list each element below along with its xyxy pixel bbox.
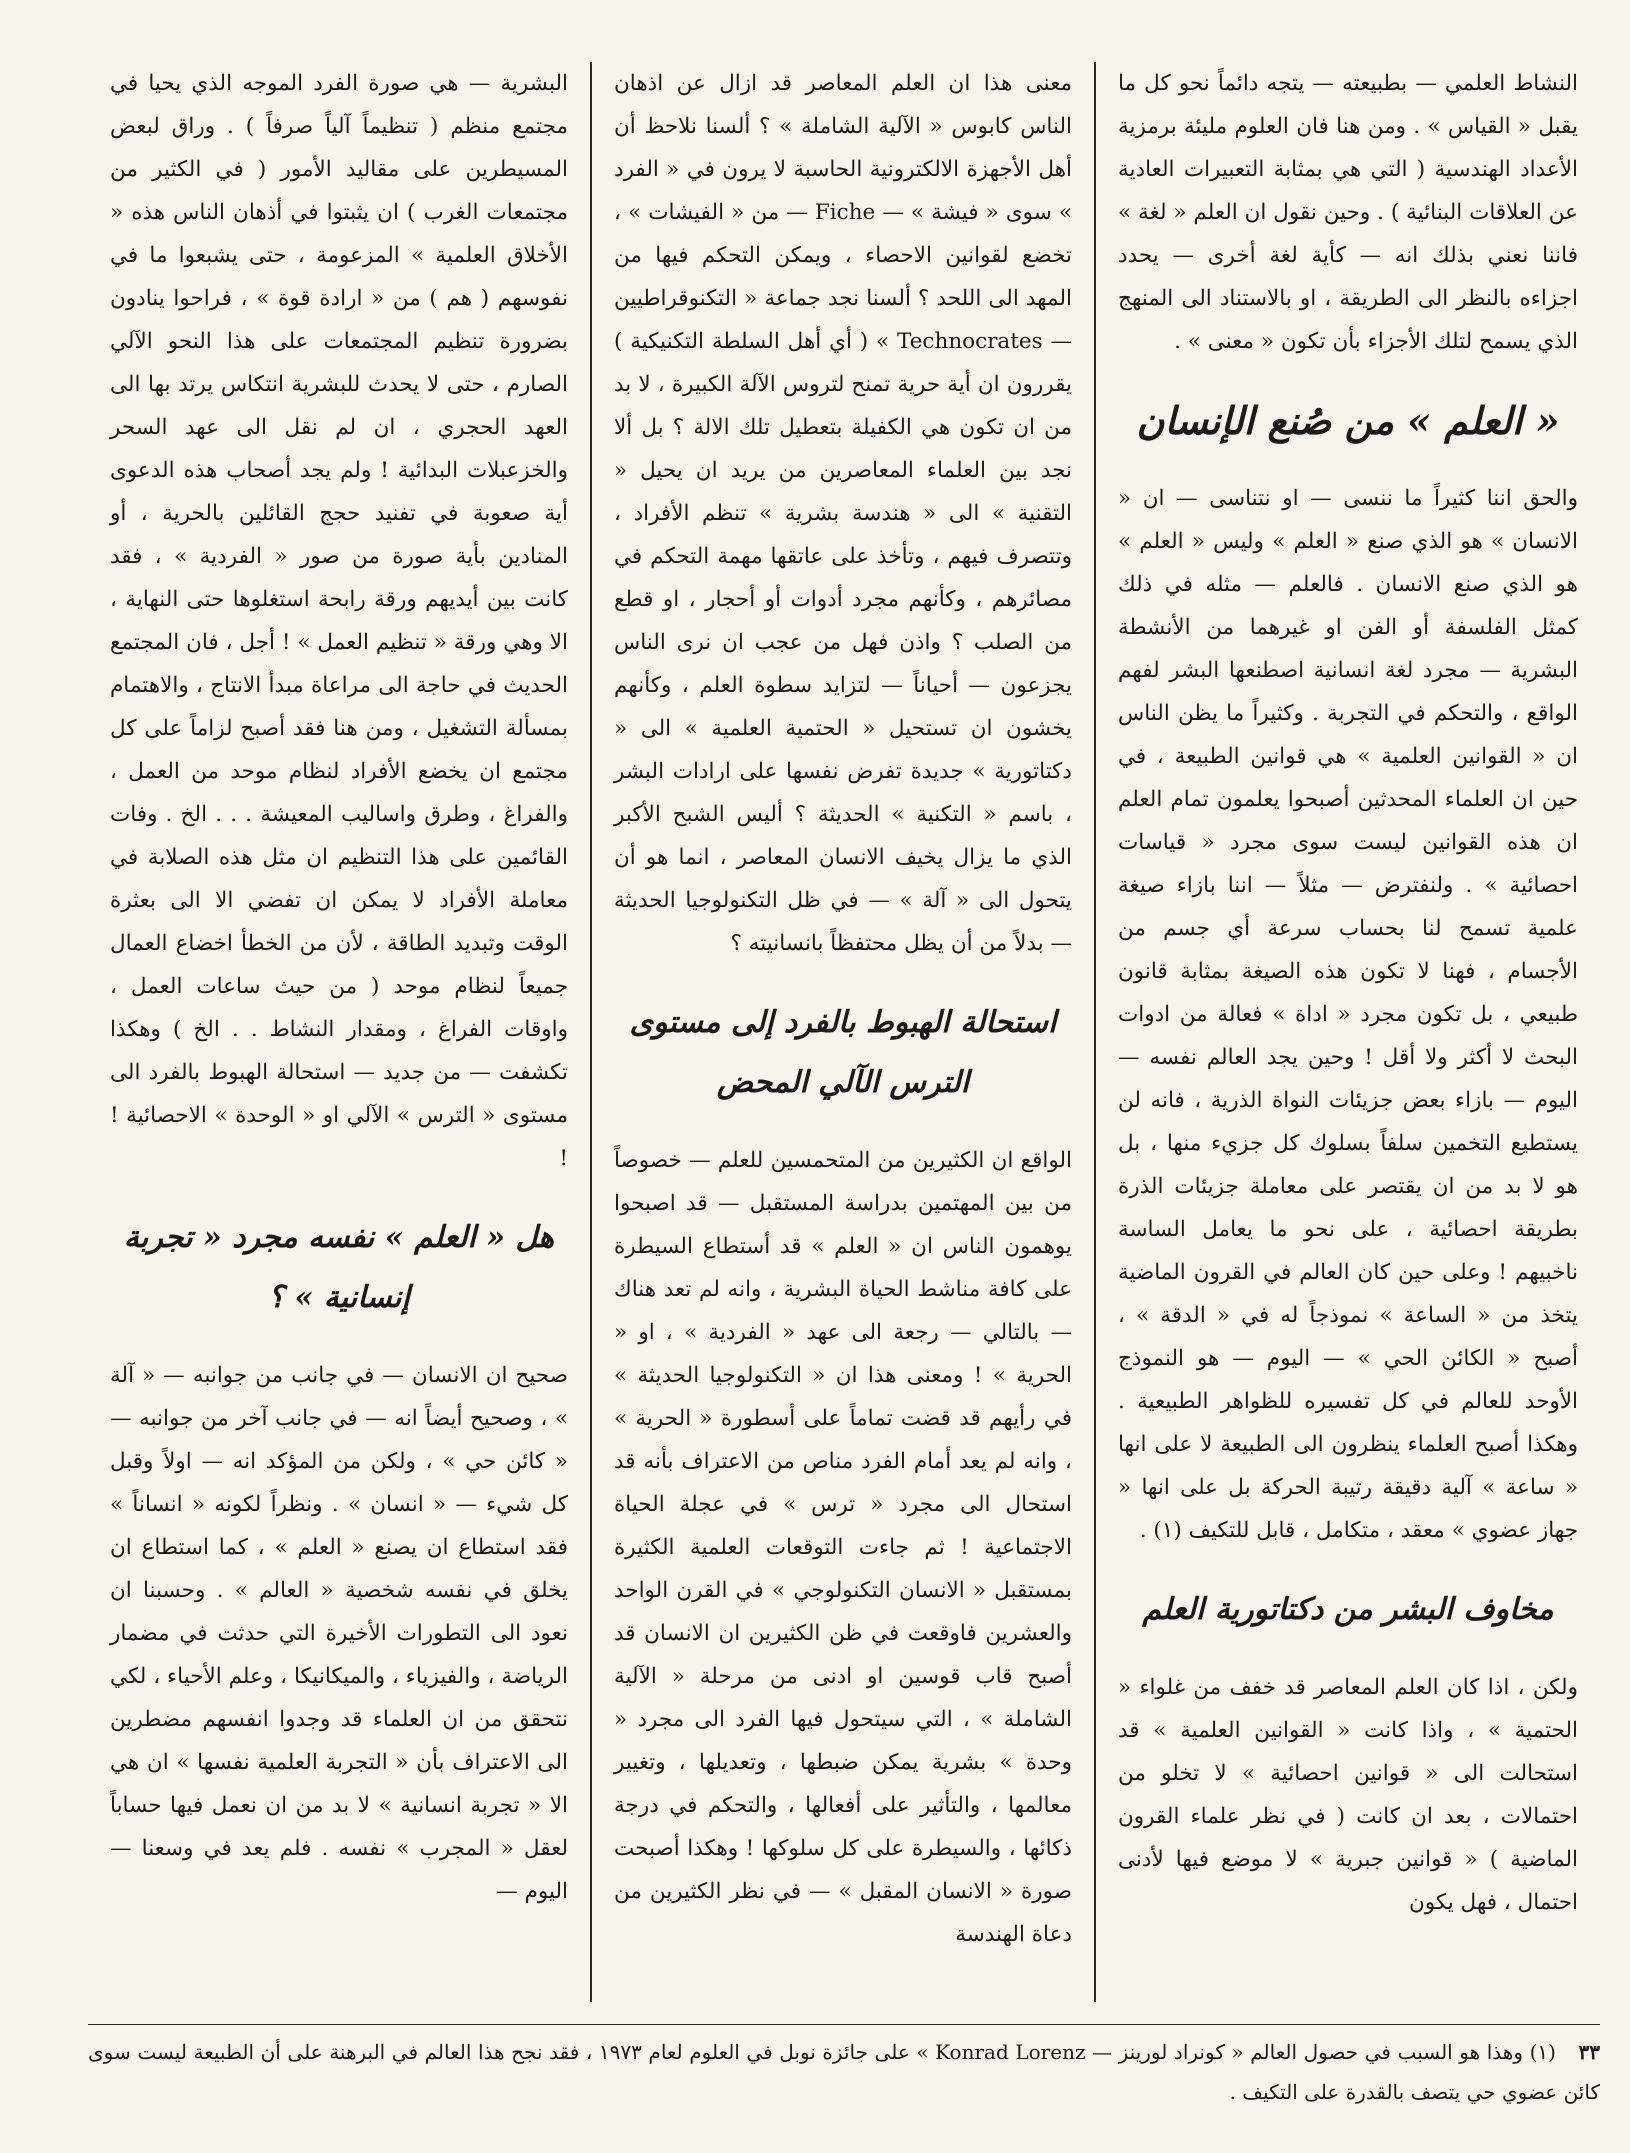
body-paragraph: ولكن ، اذا كان العلم المعاصر قد خفف من غلواء « الحتمية » ، واذا كانت « القوانين العلمية » قد استحالت الى « قوانين احصائية » لا تخلو من احتمالات ، بعد ان كانت ( في نظر علماء القرون الماضية ) « قوانين جبرية » لا موضع فيها لأدنى احتمال ، فهل يكون	[1118, 1675, 1578, 1915]
column-right	[1096, 62, 1600, 2002]
body-paragraph: البشرية — هي صورة الفرد الموجه الذي يحيا في مجتمع منظم ( تنظيماً آلياً صرفاً ) . وراق لبعض المسيطرين على مقاليد الأمور ( في الكثير من مجتمعات الغرب ) ان يثبتوا في أذهان الناس هذه « الأخلاق العلمية » المزعومة ، حتى يشبعوا ما في نفوسهم ( هم ) من « ارادة قوة » ، فراحوا ينادون بضرورة تنظيم المجتمعات على هذا النحو الآلي الصارم ، حتى لا يحدث للبشرية انتكاس يرتد بها الى العهد الحجري ، ان لم نقل الى عهد السحر والخزعبلات البدائية ! ولم يجد أصحاب هذه الدعوى أية صعوبة في تفنيد حجج القائلين بالحرية ، أو المنادين بأية صورة من صور « الفردية » ، فقد كانت بين أيديهم ورقة رابحة استغلوها حتى النهاية ، الا وهي ورقة « تنظيم العمل » ! أجل ، فان المجتمع الحديث في حاجة الى مراعاة مبدأ الانتاج ، والاهتمام بمسألة التشغيل ، ومن هنا فقد أصبح لزاماً على كل مجتمع ان يخضع الأفراد لنظام موحد من العمل ، والفراغ ، وطرق واساليب المعيشة . . . الخ . وفات القائمين على هذا التنظيم ان مثل هذه الصلابة في معاملة الأفراد لا يمكن ان تفضي الا الى بعثرة الوقت وتبديد الطاقة ، لأن من الخطأ اخضاع العمال جميعاً لنظام موحد ( من حيث ساعات العمل ، واوقات الفراغ ، ومقدار النشاط . . الخ ) وهكذا تكشفت — من جديد — استحالة الهبوط بالفرد الى مستوى « الترس » الآلي او « الوحدة » الاحصائية ! !	[110, 71, 568, 1171]
body-paragraph: الواقع ان الكثيرين من المتحمسين للعلم — خصوصاً من بين المهتمين بدراسة المستقبل — قد اصبحوا يوهمون الناس ان « العلم » قد أستطاع السيطرة على كافة مناشط الحياة البشرية ، وانه لم تعد هناك — بالتالي — رجعة الى عهد « الفردية » ، او « الحرية » ! ومعنى هذا ان « التكنولوجيا الحديثة » في رأيهم قد قضت تماماً على أسطورة « الحرية » ، وانه لم يعد أمام الفرد مناص من الاعتراف بأنه قد استحال الى مجرد « ترس » في عجلة الحياة الاجتماعية ! ثم جاءت التوقعات العلمية الكثيرة بمستقبل « الانسان التكنولوجي » في القرن الواحد والعشرين فاوقعت في ظن الكثيرين ان الانسان قد أصبح قاب قوسين او ادنى من مرحلة « الآلية الشاملة » ، التي سيتحول فيها الفرد الى مجرد « وحدة » بشرية يمكن ضبطها ، وتعديلها ، وتغيير معالمها ، والتأثير على أفعالها ، والتحكم في درجة ذكائها ، والسيطرة على كل سلوكها ! وهكذا أصبحت صورة « الانسان المقبل » — في نظر الكثيرين من دعاة الهندسة	[614, 1148, 1072, 1947]
body-paragraph: صحيح ان الانسان — في جانب من جوانبه — « آلة » ، وصحيح أيضاً انه — في جانب آخر من جوانبه — « كائن حي » ، ولكن من المؤكد انه — اولاً وقبل كل شيء — « انسان » . ونظراً لكونه « انساناً » فقد استطاع ان يصنع « العلم » ، كما استطاع ان يخلق في نفسه شخصية « العالم » . وحسبنا ان نعود الى التطورات الأخيرة التي حدثت في مضمار الرياضة ، والفيزياء ، والميكانيكا ، وعلم الأحياء ، لكي نتحقق من ان العلماء قد وجدوا انفسهم مضطرين الى الاعتراف بأن « التجربة العلمية نفسها » ان هي الا « تجربة انسانية » لا بد من ان نعمل فيها حساباً لعقل « المجرب » نفسه . فلم يعد في وسعنا — اليوم —	[110, 1363, 569, 1904]
section-heading: هل « العلم » نفسه مجرد « تجربة إنسانية » ؟	[123, 1220, 555, 1315]
body-paragraph: معنى هذا ان العلم المعاصر قد ازال عن اذهان الناس كابوس « الآلية الشاملة » ؟ ألسنا نلاحظ أن أهل الأجهزة الالكترونية الحاسبة لا يرون في « الفرد » سوى « فيشة » — Fiche — من « الفيشات » ، تخضع لقوانين الاحصاء ، ويمكن التحكم فيها من المهد الى اللحد ؟ ألسنا نجد جماعة « التكنوقراطيين — Technocrates » ( أي أهل السلطة التكنيكية ) يقررون ان أية حرية تمنح لتروس الآلة الكبيرة ، لا بد من ان تكون هي الكفيلة بتعطيل تلك الالة ؟ بل ألا نجد بين العلماء المعاصرين من يريد ان يحيل « التقنية » الى « هندسة بشرية » تنظم الأفراد ، وتتصرف فيهم ، وتأخذ على عاتقها مهمة التحكم في مصائرهم ، وكأنهم مجرد أدوات أو أحجار ، او قطع من الصلب ؟ واذن فهل من عجب ان نرى الناس يجزعون — أحياناً — لتزايد سطوة العلم ، وكأنهم يخشون ان تستحيل « الحتمية العلمية » الى « دكتاتورية » جديدة تفرض نفسها على ارادات البشر ، باسم « التكنية » الحديثة ؟ أليس الشبح الأكبر الذي ما يزال يخيف الانسان المعاصر ، انما هو أن يتحول الى « آلة » — في ظل التكنولوجيا الحديثة — بدلاً من أن يظل محتفظاً بانسانيته ؟	[614, 71, 1073, 956]
section-heading: « العلم » من صُنع الإنسان	[1136, 398, 1560, 443]
body-paragraph: والحق اننا كثيراً ما ننسى — او نتناسى — ان « الانسان » هو الذي صنع « العلم » وليس « العلم » هو الذي صنع الانسان . فالعلم — مثله في ذلك كمثل الفلسفة أو الفن او غيرهما من الأنشطة البشرية — مجرد لغة انسانية اصطنعها البشر لفهم الواقع ، والتحكم في التجربة . وكثيراً ما يظن الناس ان « القوانين العلمية » هي قوانين الطبيعة ، في حين ان العلماء المحدثين أصبحوا يعلمون تمام العلم ان هذه القوانين ليست سوى مجرد « قياسات احصائية » . ولنفترض — مثلاً — اننا بازاء صيغة علمية تسمح لنا بحساب سرعة أي جسم من الأجسام ، فهنا لا تكون هذه الصيغة بمثابة قانون طبيعي ، بل تكون مجرد « اداة » فعالة من ادوات البحث لا أكثر ولا أقل ! وحين يجد العالم نفسه — اليوم — بازاء بعض جزيئات النواة الذرية ، فانه لن يستطيع التخمين سلفاً بسلوك كل جزيء منها ، بل هو لا بد من ان يقتصر على معاملة جزيئات الذرة بطريقة احصائية ، على نحو ما يعامل الساسة ناخبيهم ! وعلى حين كان العالم في القرون الماضية يتخذ من « الساعة » نموذجاً له في « الدقة » ، أصبح « الكائن الحي » — اليوم — هو النموذج الأوحد للعالم في كل تفسيره للظواهر الطبيعية . وهكذا أصبح العلماء ينظرون الى الطبيعة لا على انها « ساعة » آلية دقيقة رتيبة الحركة بل على انها « جهاز عضوي » معقد ، متكامل ، قابل للتكيف (١) .	[1118, 486, 1578, 1543]
page-number: ٣٣	[1578, 2040, 1600, 2064]
columns-container	[88, 62, 1600, 2002]
section-heading: مخاوف البشر من دكتاتورية العلم	[1142, 1592, 1554, 1627]
section-heading: استحالة الهبوط بالفرد إلى مستوى الترس الآلي المحض	[629, 1005, 1057, 1100]
column-middle	[592, 62, 1096, 2002]
column-left	[88, 62, 592, 2002]
body-paragraph: النشاط العلمي — بطبيعته — يتجه دائماً نحو كل ما يقبل « القياس » . ومن هنا فان العلوم مليئة برمزية الأعداد الهندسية ( التي هي بمثابة التعبيرات العادية عن العلاقات البنائية ) . وحين نقول ان العلم « لغة » فاننا نعني بذلك انه — كأية لغة أخرى — يحدد اجزاءه بالنظر الى الطريقة ، او بالاستناد الى المنهج الذي يسمح لتلك الأجزاء بأن تكون « معنى » .	[1118, 71, 1578, 354]
footnote-text: (١) وهذا هو السبب في حصول العالم « كونراد لورينز — Konrad Lorenz » على جائزة نوبل في العلوم لعام ١٩٧٣ ، فقد نجح هذا العالم في البرهنة على أن الطبيعة ليست سوى كائن عضوي حي يتصف بالقدرة على التكيف .	[88, 2040, 1600, 2104]
footnote-divider	[88, 2024, 1600, 2025]
footnote	[88, 2032, 1600, 2116]
